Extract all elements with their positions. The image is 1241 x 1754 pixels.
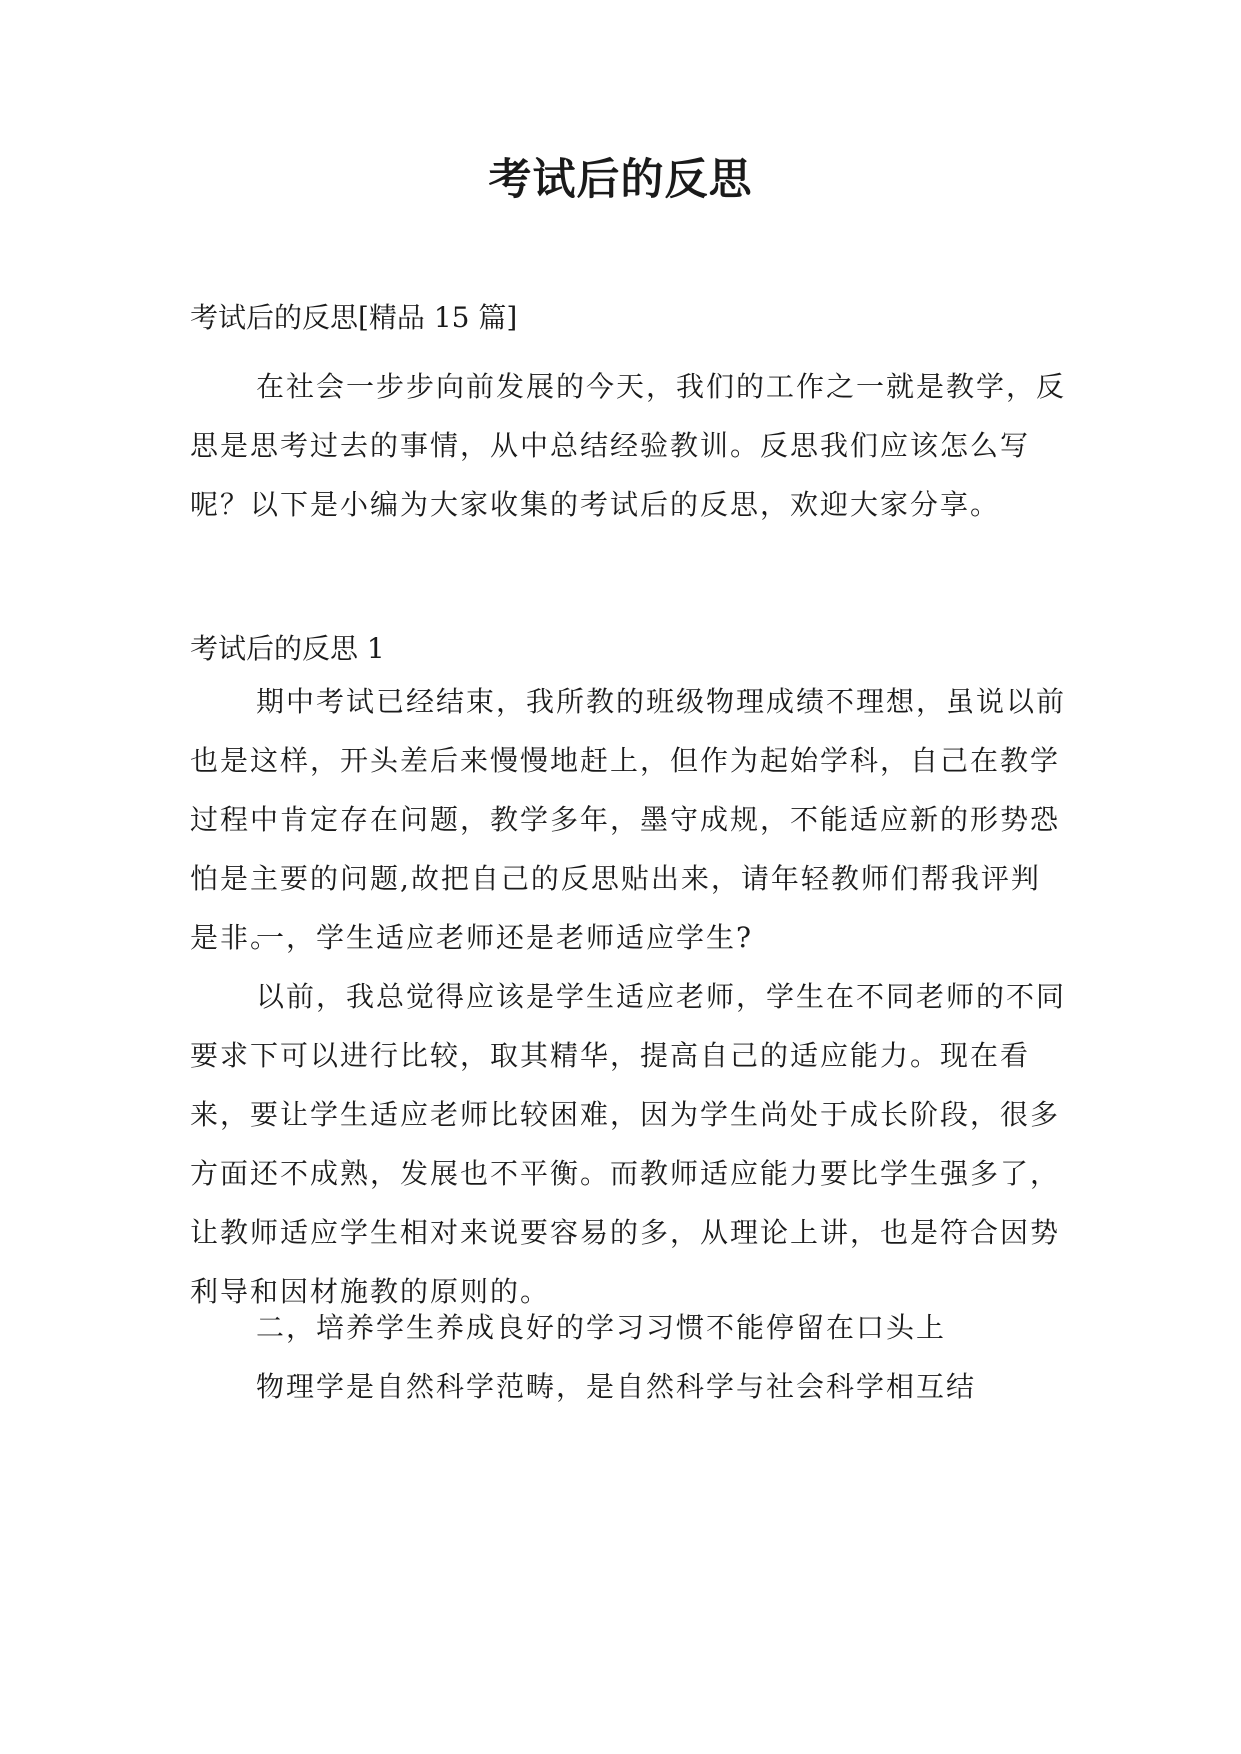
intro-paragraph: 在社会一步步向前发展的今天，我们的工作之一就是教学，反思是思考过去的事情，从中总结经验教训。反思我们应该怎么写呢？以下是小编为大家收集的考试后的反思，欢迎大家分享。 — [190, 370, 1067, 521]
section-paragraph-1: 期中考试已经结束，我所教的班级物理成绩不理想，虽说以前也是这样，开头差后来慢慢地赶上，但作为起始学科，自己在教学过程中肯定存在问题，教学多年，墨守成规，不能适应新的形势恐怕是主要的问题,故把自己的反思贴出来，请年轻教师们帮我评判是非。 — [190, 685, 1067, 954]
section-paragraph-2: 以前，我总觉得应该是学生适应老师，学生在不同老师的不同要求下可以进行比较，取其精华，提高自己的适应能力。现在看来，要让学生适应老师比较困难，因为学生尚处于成长阶段，很多方面还不成熟，发展也不平衡。而教师适应能力要比学生强多了，让教师适应学生相对来说要容易的多，从理论上讲，也是符合因势利导和因材施教的原则的。 — [190, 980, 1067, 1308]
section-heading: 考试后的反思 1 — [190, 632, 385, 665]
section-paragraph-3: 物理学是自然科学范畴，是自然科学与社会科学相互结 — [256, 1370, 977, 1403]
document-subtitle: 考试后的反思[精品 15 篇] — [190, 301, 518, 334]
section-point-1: 一，学生适应老师还是老师适应学生? — [256, 921, 754, 954]
document-title: 考试后的反思 — [488, 155, 753, 205]
section-point-2: 二，培养学生养成良好的学习习惯不能停留在口头上 — [256, 1311, 947, 1344]
